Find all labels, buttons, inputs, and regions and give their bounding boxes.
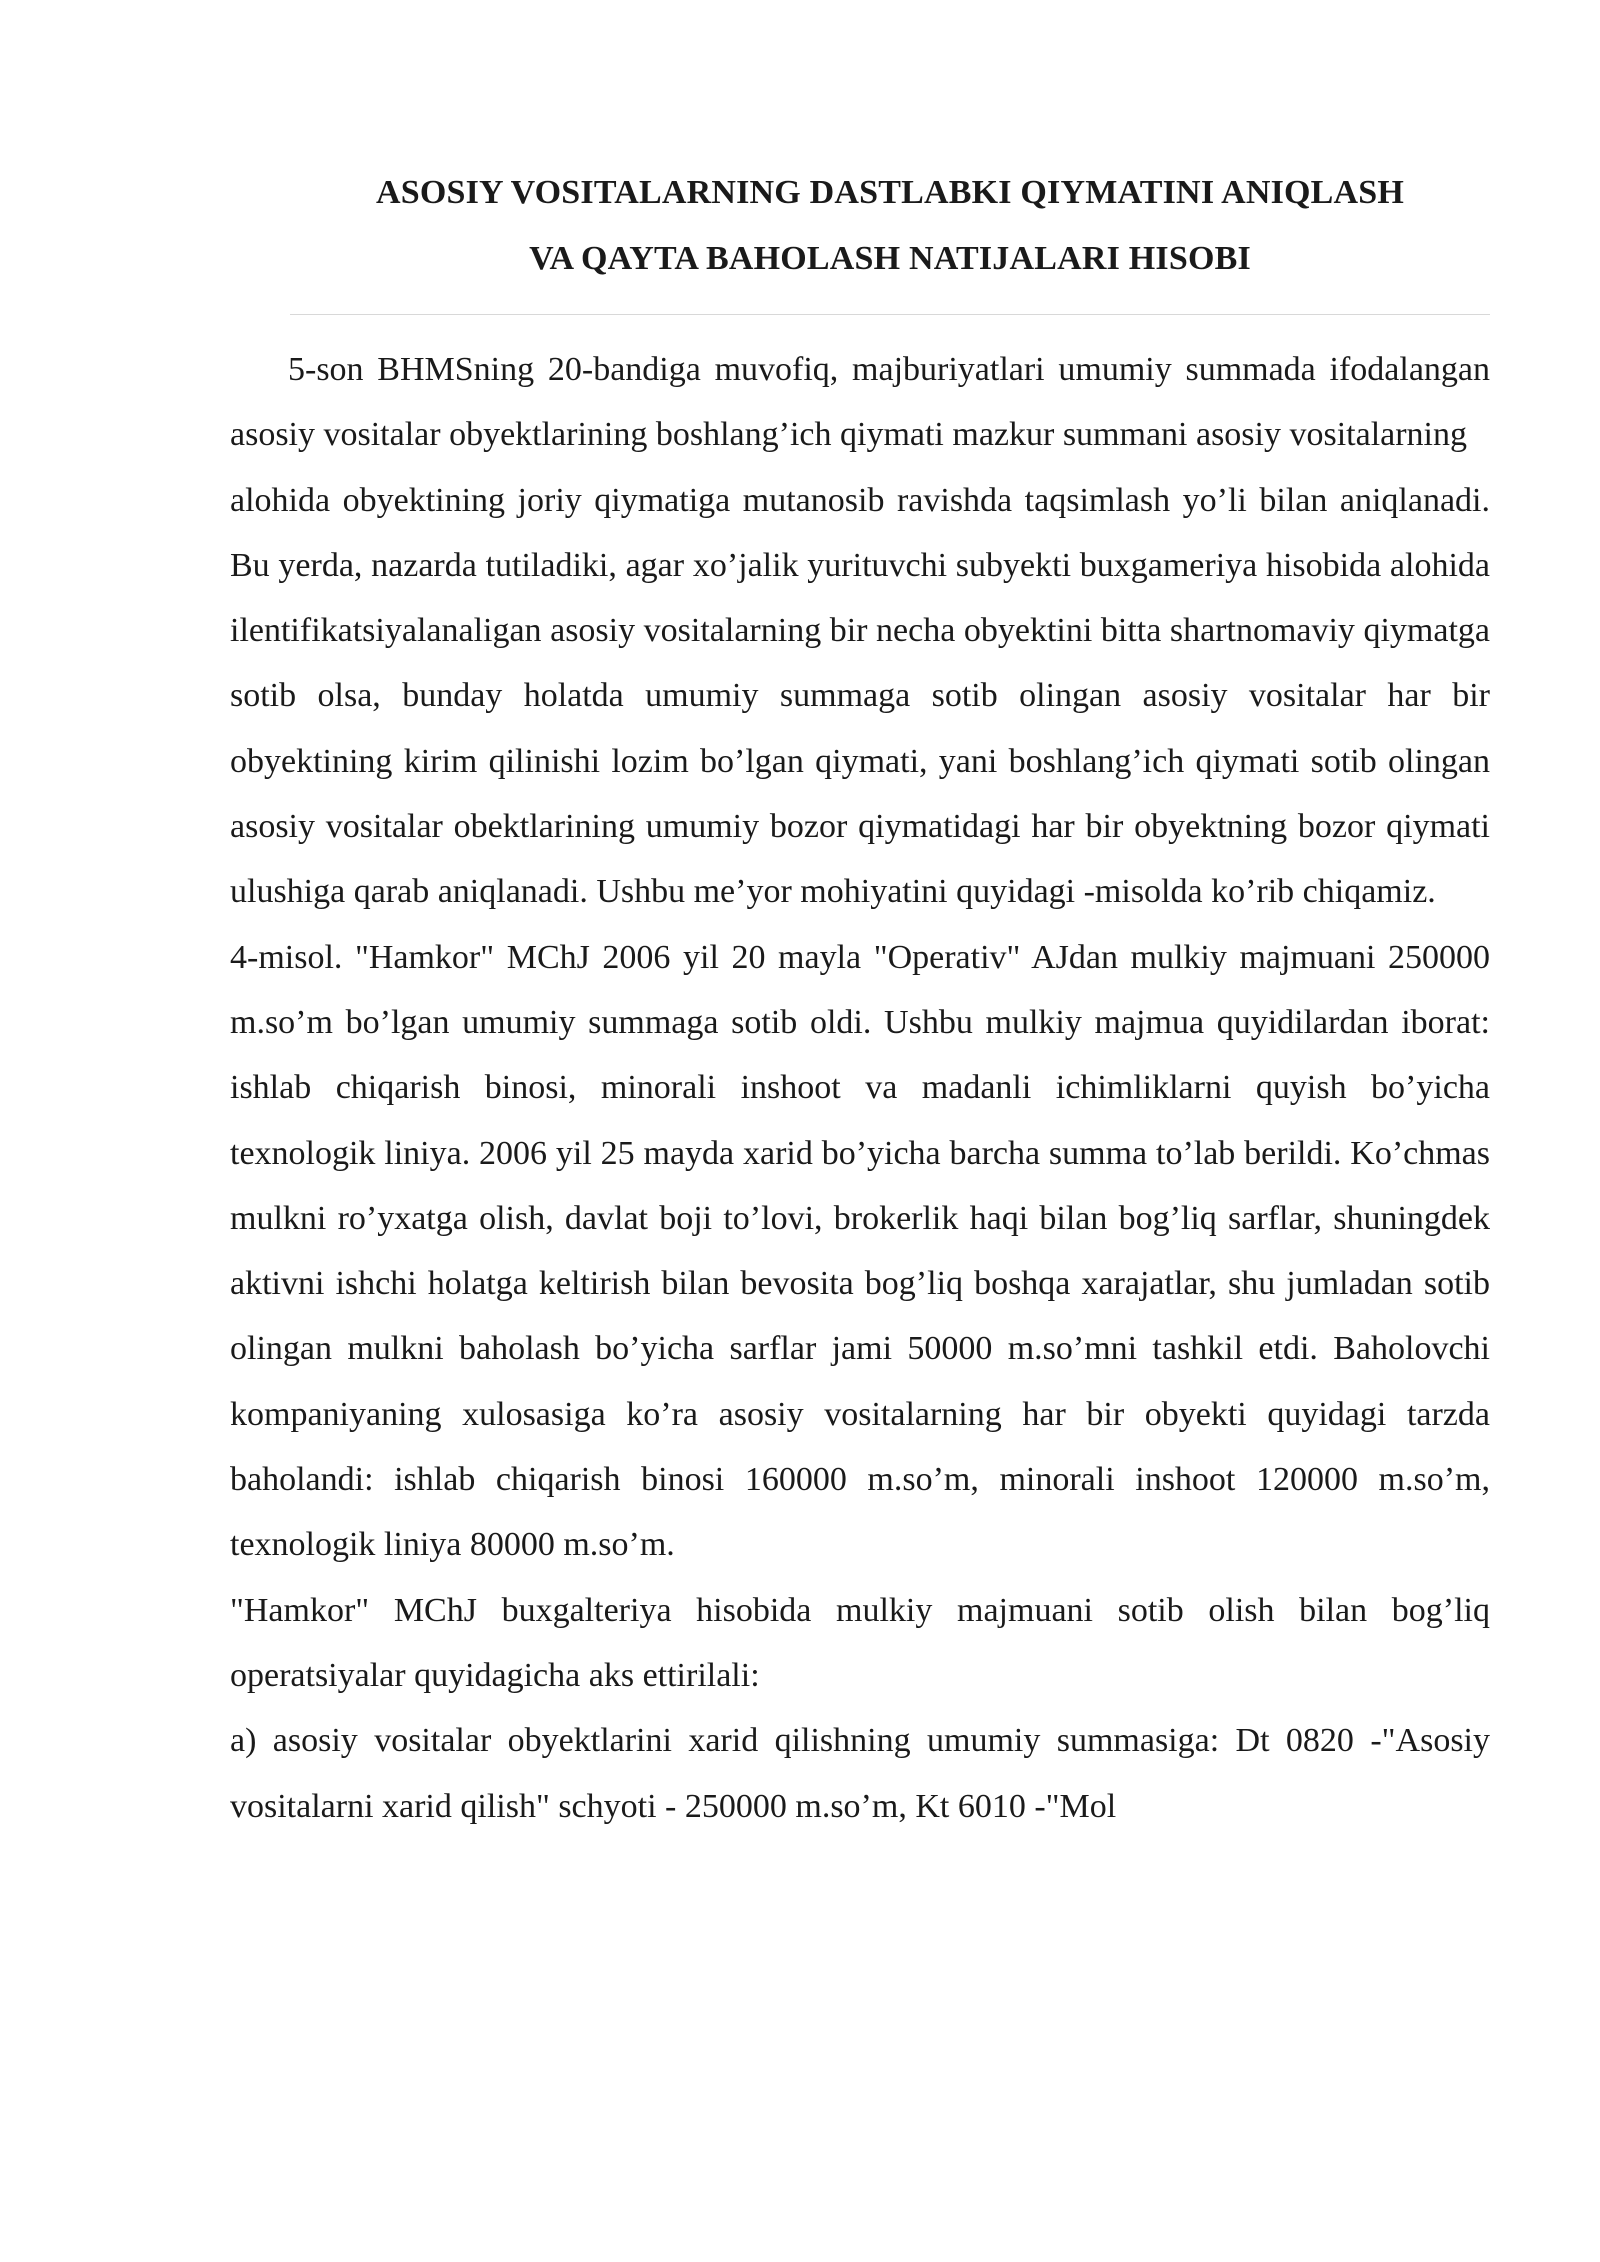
document-title	[230, 160, 1490, 292]
title-line-1: ASOSIY VOSITALARNING DASTLABKI QIYMATINI ANIQLASH	[375, 174, 1405, 211]
paragraph-4: "Hamkor" MChJ buxgalteriya hisobida mulkiy majmuani sotib olish bilan bog’liq operatsiyalar quyidagicha aks ettirilali:	[230, 1591, 1490, 1694]
document-body	[230, 337, 1490, 1839]
title-divider	[290, 314, 1490, 315]
paragraph-5: a) asosiy vositalar obyektlarini xarid qilishning umumiy summasiga: Dt 0820 -"Asosiy vositalarni xarid qilish" schyoti - 250000 m.so’m, Kt 6010 -"Mol	[230, 1722, 1490, 1825]
paragraph-3: 4-misol. "Hamkor" MChJ 2006 yil 20 mayla "Operativ" AJdan mulkiy majmuani 250000 m.so’m bo’lgan umumiy summaga sotib oldi. Ushbu mulkiy majmua quyidilardan iborat: ishlab chiqarish binosi, minorali inshoot va madanli ichimliklarni quyish bo’yicha texnologik liniya. 2006 yil 25 mayda xarid bo’yicha barcha summa to’lab berildi. Ko’chmas mulkni ro’yxatga olish, davlat boji to’lovi, brokerlik haqi bilan bog’liq sarflar, shuningdek aktivni ishchi holatga keltirish bilan bevosita bog’liq boshqa xarajatlar, shu jumladan sotib olingan mulkni baholash bo’yicha sarflar jami 50000 m.so’mni tashkil etdi. Baholovchi kompaniyaning xulosasiga ko’ra asosiy vositalarning har bir obyekti quyidagi tarzda baholandi: ishlab chiqarish binosi 160000 m.so’m, minorali inshoot 120000 m.so’m, texnologik liniya 80000 m.so’m.	[230, 938, 1490, 1564]
paragraph-2: alohida obyektining joriy qiymatiga mutanosib ravishda taqsimlash yo’li bilan aniqlanadi. Bu yerda, nazarda tutiladiki, agar xo’jalik yurituvchi subyekti buxgameriya hisobida alohida ilentifikatsiyalanaligan asosiy vositalarning bir necha obyektini bitta shartnomaviy qiymatga sotib olsa, bunday holatda umumiy summaga sotib olingan asosiy vositalar har bir obyektining kirim qilinishi lozim bo’lgan qiymati, yani boshlang’ich qiymati sotib olingan asosiy vositalar obektlarining umumiy bozor qiymatidagi har bir obyektning bozor qiymati ulushiga qarab aniqlanadi. Ushbu me’yor mohiyatini quyidagi -misolda ko’rib chiqamiz.	[230, 481, 1490, 911]
document-page	[230, 160, 1490, 1839]
paragraph-1: 5-son BHMSning 20-bandiga muvofiq, majburiyatlari umumiy summada ifodalangan asosiy vositalar obyektlarining boshlang’ich qiymati mazkur summani asosiy vositalarning	[230, 351, 1490, 454]
title-line-2: VA QAYTA BAHOLASH NATIJALARI HISOBI	[529, 240, 1251, 277]
